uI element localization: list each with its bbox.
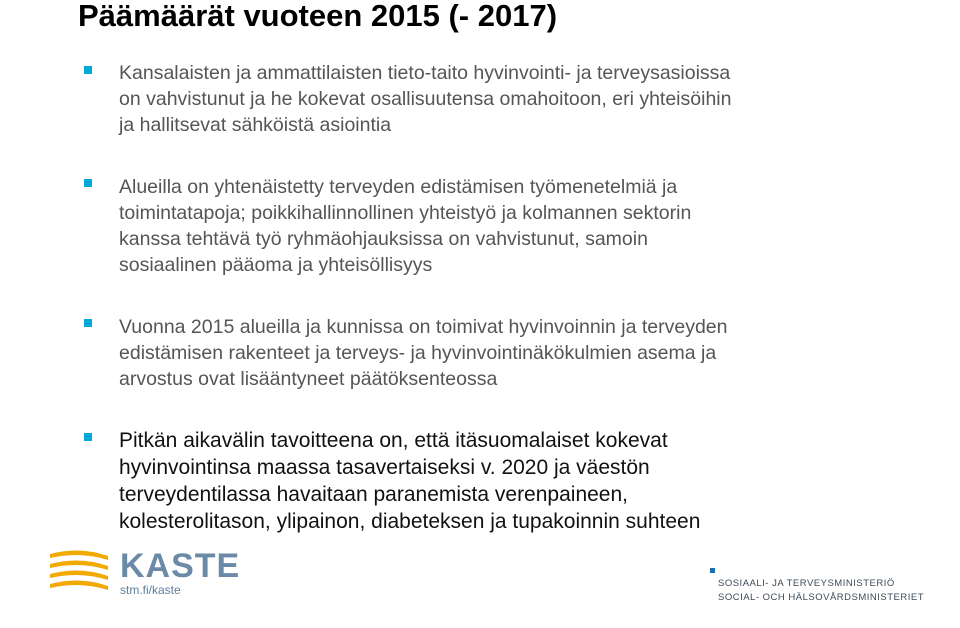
bullet-line: on vahvistunut ja he kokevat osallisuutensa omahoitoon, eri yhteisöihin (119, 88, 732, 110)
square-bullet-icon (84, 66, 92, 74)
kaste-logo (48, 542, 248, 602)
kaste-url: stm.fi/kaste (120, 583, 181, 597)
ministry-name-fi: SOSIAALI- JA TERVEYSMINISTERIÖ (718, 578, 895, 589)
bullet-text (119, 174, 879, 278)
bullet-line: Kansalaisten ja ammattilaisten tieto-taito hyvinvointi- ja terveysasioissa (119, 62, 731, 84)
ministry-logo (706, 568, 946, 608)
bullet-line: kolesterolitason, ylipainon, diabeteksen ja tupakoinnin suhteen (119, 510, 701, 533)
bullet-text (119, 314, 879, 392)
ministry-mark-icon (710, 568, 715, 573)
bullet-line: hyvinvointinsa maassa tasavertaiseksi v. 2020 ja väestön (119, 456, 650, 479)
bullet-line: sosiaalinen pääoma ja yhteisöllisyys (119, 254, 433, 276)
ministry-name-sv: SOCIAL- OCH HÄLSOVÅRDSMINISTERIET (718, 592, 925, 603)
kaste-wordmark: KASTE (120, 547, 241, 585)
bullet-line: Alueilla on yhtenäistetty terveyden edistämisen työmenetelmiä ja (119, 176, 678, 198)
bullet-line: arvostus ovat lisääntyneet päätöksenteossa (119, 368, 498, 390)
bullet-line: toimintatapoja; poikkihallinnollinen yhteistyö ja kolmannen sektorin (119, 202, 692, 224)
bullet-line: terveydentilassa havaitaan paranemista verenpaineen, (119, 483, 628, 506)
bullet-line: Vuonna 2015 alueilla ja kunnissa on toimivat hyvinvoinnin ja terveyden (119, 316, 728, 338)
bullet-line: ja hallitsevat sähköistä asiointia (119, 114, 392, 136)
slide-title: Päämäärät vuoteen 2015 (- 2017) (78, 0, 558, 33)
bullet-text (119, 427, 879, 535)
square-bullet-icon (84, 433, 92, 441)
bullet-line: edistämisen rakenteet ja terveys- ja hyvinvointinäkökulmien asema ja (119, 342, 717, 364)
bullet-text (119, 60, 879, 138)
bullet-line: Pitkän aikavälin tavoitteena on, että itäsuomalaiset kokevat (119, 429, 668, 452)
square-bullet-icon (84, 319, 92, 327)
kaste-stripes-icon (48, 544, 112, 598)
bullet-line: kanssa tehtävä työ ryhmäohjauksissa on vahvistunut, samoin (119, 228, 648, 250)
square-bullet-icon (84, 179, 92, 187)
